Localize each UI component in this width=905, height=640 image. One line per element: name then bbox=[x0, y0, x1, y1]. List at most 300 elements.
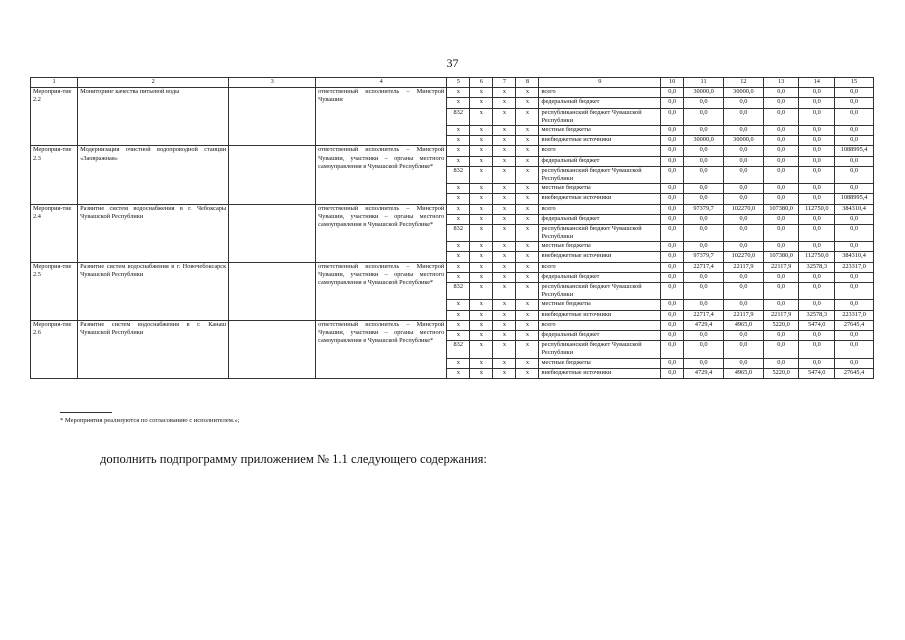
value-cell: 97379,7 bbox=[684, 204, 724, 214]
code-cell: х bbox=[447, 136, 470, 146]
value-cell: 102270,0 bbox=[724, 252, 764, 262]
value-cell: 32578,3 bbox=[799, 310, 835, 320]
value-cell: 0,0 bbox=[799, 125, 835, 135]
value-cell: 0,0 bbox=[799, 108, 835, 125]
value-cell: 0,0 bbox=[763, 214, 799, 224]
code-cell: х bbox=[516, 224, 539, 241]
value-cell: 0,0 bbox=[835, 242, 874, 252]
value-cell: 0,0 bbox=[724, 98, 764, 108]
funding-source: республиканский бюджет Чувашской Республики bbox=[539, 108, 661, 125]
code-cell: х bbox=[470, 136, 493, 146]
header-cell: 5 bbox=[447, 78, 470, 88]
value-cell: 0,0 bbox=[799, 184, 835, 194]
code-cell: х bbox=[447, 310, 470, 320]
value-cell: 0,0 bbox=[835, 156, 874, 166]
value-cell: 0,0 bbox=[661, 358, 684, 368]
value-cell: 102270,0 bbox=[724, 204, 764, 214]
value-cell: 22117,9 bbox=[763, 262, 799, 272]
empty-cell bbox=[229, 262, 316, 320]
code-cell: х bbox=[516, 331, 539, 341]
code-cell: х bbox=[447, 262, 470, 272]
activity-code: Мероприя-тие 2.6 bbox=[31, 320, 78, 378]
table-row bbox=[31, 262, 874, 272]
value-cell: 4729,4 bbox=[684, 368, 724, 378]
value-cell: 0,0 bbox=[724, 283, 764, 300]
code-cell: х bbox=[516, 88, 539, 98]
footnote-separator bbox=[60, 412, 112, 413]
value-cell: 22117,9 bbox=[724, 310, 764, 320]
value-cell: 22717,4 bbox=[684, 262, 724, 272]
code-cell: х bbox=[447, 88, 470, 98]
header-cell: 2 bbox=[78, 78, 229, 88]
value-cell: 0,0 bbox=[724, 166, 764, 183]
activity-code: Мероприя-тие 2.2 bbox=[31, 88, 78, 146]
code-cell: 832 bbox=[447, 224, 470, 241]
funding-source: федеральный бюджет bbox=[539, 156, 661, 166]
value-cell: 0,0 bbox=[661, 262, 684, 272]
value-cell: 0,0 bbox=[661, 368, 684, 378]
code-cell: х bbox=[516, 204, 539, 214]
value-cell: 0,0 bbox=[799, 88, 835, 98]
value-cell: 384310,4 bbox=[835, 252, 874, 262]
value-cell: 1088995,4 bbox=[835, 194, 874, 204]
code-cell: х bbox=[493, 194, 516, 204]
value-cell: 0,0 bbox=[724, 156, 764, 166]
code-cell: х bbox=[447, 98, 470, 108]
value-cell: 0,0 bbox=[835, 272, 874, 282]
funding-source: местные бюджеты bbox=[539, 125, 661, 135]
code-cell: х bbox=[447, 184, 470, 194]
value-cell: 0,0 bbox=[684, 272, 724, 282]
header-cell: 8 bbox=[516, 78, 539, 88]
table-header bbox=[31, 78, 874, 88]
value-cell: 0,0 bbox=[835, 98, 874, 108]
code-cell: х bbox=[493, 224, 516, 241]
value-cell: 112750,0 bbox=[799, 252, 835, 262]
code-cell: х bbox=[470, 214, 493, 224]
value-cell: 0,0 bbox=[763, 194, 799, 204]
funding-source: всего bbox=[539, 146, 661, 156]
code-cell: х bbox=[516, 300, 539, 310]
code-cell: х bbox=[470, 300, 493, 310]
value-cell: 0,0 bbox=[684, 283, 724, 300]
amendment-paragraph: дополнить подпрограмму приложением № 1.1 следующего содержания: bbox=[100, 452, 487, 466]
code-cell: х bbox=[516, 146, 539, 156]
value-cell: 0,0 bbox=[661, 300, 684, 310]
code-cell: х bbox=[516, 125, 539, 135]
value-cell: 0,0 bbox=[684, 146, 724, 156]
activity-name: Развитие систем водоснабжения в г. Новочебоксарск Чувашской Республики bbox=[78, 262, 229, 320]
value-cell: 0,0 bbox=[684, 125, 724, 135]
code-cell: х bbox=[516, 184, 539, 194]
value-cell: 0,0 bbox=[799, 98, 835, 108]
value-cell: 0,0 bbox=[763, 283, 799, 300]
header-cell: 13 bbox=[763, 78, 799, 88]
code-cell: х bbox=[447, 125, 470, 135]
code-cell: х bbox=[493, 88, 516, 98]
value-cell: 0,0 bbox=[799, 341, 835, 358]
empty-cell bbox=[229, 204, 316, 262]
value-cell: 0,0 bbox=[763, 331, 799, 341]
code-cell: х bbox=[493, 252, 516, 262]
value-cell: 0,0 bbox=[724, 242, 764, 252]
empty-cell bbox=[229, 320, 316, 378]
value-cell: 0,0 bbox=[799, 242, 835, 252]
funding-source: внебюджетные источники bbox=[539, 194, 661, 204]
code-cell: х bbox=[447, 368, 470, 378]
code-cell: х bbox=[516, 272, 539, 282]
funding-source: внебюджетные источники bbox=[539, 136, 661, 146]
value-cell: 1088995,4 bbox=[835, 146, 874, 156]
executor: ответственный исполнитель – Минстрой Чувашии, участники – органы местного самоуправления в Чувашской Республике* bbox=[316, 262, 447, 320]
value-cell: 0,0 bbox=[835, 108, 874, 125]
funding-source: федеральный бюджет bbox=[539, 331, 661, 341]
header-cell: 12 bbox=[724, 78, 764, 88]
code-cell: х bbox=[493, 156, 516, 166]
value-cell: 223317,0 bbox=[835, 310, 874, 320]
value-cell: 0,0 bbox=[799, 272, 835, 282]
empty-cell bbox=[229, 146, 316, 204]
value-cell: 0,0 bbox=[661, 184, 684, 194]
code-cell: х bbox=[470, 358, 493, 368]
value-cell: 0,0 bbox=[763, 108, 799, 125]
value-cell: 0,0 bbox=[661, 98, 684, 108]
value-cell: 27645,4 bbox=[835, 368, 874, 378]
code-cell: х bbox=[493, 108, 516, 125]
footnote: * Мероприятия реализуются по согласованию с исполнителем.»; bbox=[60, 417, 240, 424]
value-cell: 0,0 bbox=[684, 242, 724, 252]
code-cell: х bbox=[447, 300, 470, 310]
code-cell: х bbox=[470, 184, 493, 194]
value-cell: 0,0 bbox=[799, 214, 835, 224]
header-cell: 1 bbox=[31, 78, 78, 88]
value-cell: 30000,0 bbox=[684, 88, 724, 98]
value-cell: 0,0 bbox=[835, 331, 874, 341]
code-cell: х bbox=[516, 156, 539, 166]
code-cell: х bbox=[470, 310, 493, 320]
code-cell: х bbox=[493, 125, 516, 135]
code-cell: х bbox=[470, 146, 493, 156]
value-cell: 0,0 bbox=[724, 300, 764, 310]
value-cell: 0,0 bbox=[724, 214, 764, 224]
executor: ответственный исполнитель – Минстрой Чувашии bbox=[316, 88, 447, 146]
code-cell: х bbox=[493, 166, 516, 183]
activity-name: Развитие систем водоснабжения в г. Чебоксары Чувашской Республики bbox=[78, 204, 229, 262]
value-cell: 0,0 bbox=[724, 272, 764, 282]
value-cell: 0,0 bbox=[799, 166, 835, 183]
value-cell: 5474,0 bbox=[799, 320, 835, 330]
code-cell: х bbox=[493, 242, 516, 252]
table-row bbox=[31, 320, 874, 330]
code-cell: х bbox=[516, 341, 539, 358]
value-cell: 0,0 bbox=[661, 320, 684, 330]
value-cell: 0,0 bbox=[763, 156, 799, 166]
code-cell: х bbox=[493, 204, 516, 214]
value-cell: 0,0 bbox=[724, 108, 764, 125]
value-cell: 30000,0 bbox=[724, 136, 764, 146]
value-cell: 97379,7 bbox=[684, 252, 724, 262]
code-cell: х bbox=[447, 331, 470, 341]
code-cell: х bbox=[493, 262, 516, 272]
code-cell: х bbox=[447, 204, 470, 214]
value-cell: 0,0 bbox=[799, 194, 835, 204]
code-cell: х bbox=[493, 331, 516, 341]
code-cell: х bbox=[493, 341, 516, 358]
value-cell: 4965,0 bbox=[724, 320, 764, 330]
value-cell: 0,0 bbox=[763, 125, 799, 135]
value-cell: 0,0 bbox=[835, 300, 874, 310]
code-cell: х bbox=[470, 125, 493, 135]
value-cell: 0,0 bbox=[684, 156, 724, 166]
value-cell: 0,0 bbox=[724, 184, 764, 194]
code-cell: х bbox=[516, 242, 539, 252]
value-cell: 0,0 bbox=[763, 184, 799, 194]
code-cell: х bbox=[516, 310, 539, 320]
code-cell: х bbox=[516, 252, 539, 262]
funding-source: всего bbox=[539, 204, 661, 214]
value-cell: 0,0 bbox=[724, 331, 764, 341]
value-cell: 0,0 bbox=[835, 341, 874, 358]
empty-cell bbox=[229, 88, 316, 146]
funding-source: внебюджетные источники bbox=[539, 368, 661, 378]
value-cell: 0,0 bbox=[661, 204, 684, 214]
value-cell: 112750,0 bbox=[799, 204, 835, 214]
value-cell: 0,0 bbox=[724, 146, 764, 156]
value-cell: 0,0 bbox=[684, 108, 724, 125]
code-cell: х bbox=[470, 166, 493, 183]
code-cell: х bbox=[493, 300, 516, 310]
code-cell: х bbox=[470, 272, 493, 282]
code-cell: х bbox=[470, 98, 493, 108]
value-cell: 0,0 bbox=[661, 341, 684, 358]
funding-source: местные бюджеты bbox=[539, 184, 661, 194]
funding-source: местные бюджеты bbox=[539, 300, 661, 310]
value-cell: 0,0 bbox=[724, 358, 764, 368]
value-cell: 0,0 bbox=[724, 224, 764, 241]
code-cell: х bbox=[493, 272, 516, 282]
value-cell: 32578,3 bbox=[799, 262, 835, 272]
value-cell: 0,0 bbox=[684, 358, 724, 368]
table-body bbox=[31, 88, 874, 379]
executor: ответственный исполнитель – Минстрой Чувашии, участники – органы местного самоуправления в Чувашской Республике* bbox=[316, 204, 447, 262]
value-cell: 0,0 bbox=[763, 358, 799, 368]
code-cell: х bbox=[470, 341, 493, 358]
code-cell: х bbox=[493, 184, 516, 194]
code-cell: х bbox=[470, 88, 493, 98]
code-cell: х bbox=[516, 262, 539, 272]
value-cell: 0,0 bbox=[835, 283, 874, 300]
value-cell: 0,0 bbox=[763, 341, 799, 358]
code-cell: х bbox=[516, 166, 539, 183]
value-cell: 0,0 bbox=[661, 214, 684, 224]
code-cell: х bbox=[516, 136, 539, 146]
header-cell: 6 bbox=[470, 78, 493, 88]
code-cell: х bbox=[470, 331, 493, 341]
value-cell: 0,0 bbox=[835, 214, 874, 224]
value-cell: 0,0 bbox=[661, 125, 684, 135]
funding-source: федеральный бюджет bbox=[539, 272, 661, 282]
value-cell: 5220,0 bbox=[763, 368, 799, 378]
executor: ответственный исполнитель – Минстрой Чувашии, участники – органы местного самоуправления в Чувашской Республике* bbox=[316, 146, 447, 204]
value-cell: 384310,4 bbox=[835, 204, 874, 214]
code-cell: х bbox=[493, 136, 516, 146]
code-cell: 832 bbox=[447, 108, 470, 125]
value-cell: 0,0 bbox=[684, 300, 724, 310]
code-cell: х bbox=[447, 320, 470, 330]
value-cell: 22717,4 bbox=[684, 310, 724, 320]
value-cell: 0,0 bbox=[724, 194, 764, 204]
program-table bbox=[30, 77, 874, 379]
funding-source: внебюджетные источники bbox=[539, 252, 661, 262]
value-cell: 0,0 bbox=[835, 125, 874, 135]
value-cell: 4965,0 bbox=[724, 368, 764, 378]
code-cell: х bbox=[516, 368, 539, 378]
value-cell: 0,0 bbox=[661, 88, 684, 98]
code-cell: х bbox=[493, 310, 516, 320]
value-cell: 22117,9 bbox=[724, 262, 764, 272]
funding-source: всего bbox=[539, 320, 661, 330]
activity-code: Мероприя-тие 2.4 bbox=[31, 204, 78, 262]
activity-code: Мероприя-тие 2.3 bbox=[31, 146, 78, 204]
code-cell: х bbox=[447, 156, 470, 166]
code-cell: х bbox=[493, 320, 516, 330]
value-cell: 0,0 bbox=[724, 125, 764, 135]
funding-source: республиканский бюджет Чувашской Республики bbox=[539, 283, 661, 300]
value-cell: 0,0 bbox=[661, 108, 684, 125]
code-cell: х bbox=[493, 283, 516, 300]
funding-source: республиканский бюджет Чувашской Республики bbox=[539, 224, 661, 241]
value-cell: 0,0 bbox=[835, 166, 874, 183]
value-cell: 0,0 bbox=[661, 194, 684, 204]
code-cell: х bbox=[447, 252, 470, 262]
code-cell: х bbox=[447, 194, 470, 204]
value-cell: 0,0 bbox=[763, 272, 799, 282]
table-row bbox=[31, 88, 874, 98]
value-cell: 0,0 bbox=[763, 136, 799, 146]
activity-name: Развитие систем водоснабжения в г. Канаш Чувашской Республики bbox=[78, 320, 229, 378]
code-cell: х bbox=[470, 204, 493, 214]
header-cell: 9 bbox=[539, 78, 661, 88]
value-cell: 0,0 bbox=[661, 136, 684, 146]
value-cell: 27645,4 bbox=[835, 320, 874, 330]
code-cell: х bbox=[516, 108, 539, 125]
code-cell: х bbox=[493, 98, 516, 108]
code-cell: х bbox=[470, 368, 493, 378]
funding-source: местные бюджеты bbox=[539, 358, 661, 368]
value-cell: 0,0 bbox=[724, 341, 764, 358]
value-cell: 0,0 bbox=[799, 156, 835, 166]
value-cell: 0,0 bbox=[661, 272, 684, 282]
value-cell: 5220,0 bbox=[763, 320, 799, 330]
value-cell: 0,0 bbox=[835, 358, 874, 368]
table-row bbox=[31, 146, 874, 156]
code-cell: х bbox=[516, 194, 539, 204]
code-cell: х bbox=[470, 320, 493, 330]
code-cell: 832 bbox=[447, 341, 470, 358]
header-cell: 10 bbox=[661, 78, 684, 88]
value-cell: 0,0 bbox=[763, 98, 799, 108]
code-cell: х bbox=[516, 98, 539, 108]
value-cell: 0,0 bbox=[661, 156, 684, 166]
value-cell: 4729,4 bbox=[684, 320, 724, 330]
value-cell: 0,0 bbox=[684, 98, 724, 108]
value-cell: 0,0 bbox=[684, 224, 724, 241]
value-cell: 5474,0 bbox=[799, 368, 835, 378]
value-cell: 0,0 bbox=[661, 310, 684, 320]
header-cell: 14 bbox=[799, 78, 835, 88]
code-cell: х bbox=[493, 368, 516, 378]
value-cell: 0,0 bbox=[684, 331, 724, 341]
value-cell: 0,0 bbox=[661, 331, 684, 341]
code-cell: х bbox=[447, 146, 470, 156]
code-cell: х bbox=[470, 224, 493, 241]
value-cell: 30000,0 bbox=[684, 136, 724, 146]
value-cell: 0,0 bbox=[763, 242, 799, 252]
code-cell: х bbox=[447, 242, 470, 252]
code-cell: х bbox=[516, 320, 539, 330]
value-cell: 0,0 bbox=[835, 184, 874, 194]
activity-name: Мониторинг качества питьевой воды bbox=[78, 88, 229, 146]
value-cell: 107380,0 bbox=[763, 252, 799, 262]
value-cell: 107380,0 bbox=[763, 204, 799, 214]
value-cell: 0,0 bbox=[799, 300, 835, 310]
activity-code: Мероприя-тие 2.5 bbox=[31, 262, 78, 320]
funding-source: внебюджетные источники bbox=[539, 310, 661, 320]
header-cell: 3 bbox=[229, 78, 316, 88]
executor: ответственный исполнитель – Минстрой Чувашии, участники – органы местного самоуправления в Чувашской Республике* bbox=[316, 320, 447, 378]
code-cell: х bbox=[470, 108, 493, 125]
value-cell: 0,0 bbox=[684, 166, 724, 183]
code-cell: 832 bbox=[447, 166, 470, 183]
value-cell: 30000,0 bbox=[724, 88, 764, 98]
code-cell: х bbox=[447, 214, 470, 224]
value-cell: 0,0 bbox=[763, 88, 799, 98]
value-cell: 0,0 bbox=[763, 146, 799, 156]
code-cell: х bbox=[470, 242, 493, 252]
value-cell: 0,0 bbox=[684, 194, 724, 204]
code-cell: х bbox=[470, 252, 493, 262]
table-row bbox=[31, 204, 874, 214]
value-cell: 0,0 bbox=[799, 283, 835, 300]
code-cell: х bbox=[516, 214, 539, 224]
header-cell: 7 bbox=[493, 78, 516, 88]
code-cell: х bbox=[493, 214, 516, 224]
value-cell: 0,0 bbox=[763, 300, 799, 310]
value-cell: 0,0 bbox=[661, 146, 684, 156]
value-cell: 0,0 bbox=[763, 224, 799, 241]
code-cell: х bbox=[470, 194, 493, 204]
funding-source: всего bbox=[539, 88, 661, 98]
code-cell: 832 bbox=[447, 283, 470, 300]
page-number: 37 bbox=[446, 56, 459, 70]
value-cell: 0,0 bbox=[799, 146, 835, 156]
value-cell: 0,0 bbox=[684, 341, 724, 358]
code-cell: х bbox=[470, 156, 493, 166]
code-cell: х bbox=[447, 272, 470, 282]
header-cell: 15 bbox=[835, 78, 874, 88]
value-cell: 0,0 bbox=[835, 88, 874, 98]
funding-source: республиканский бюджет Чувашской Республики bbox=[539, 166, 661, 183]
value-cell: 0,0 bbox=[661, 283, 684, 300]
value-cell: 223317,0 bbox=[835, 262, 874, 272]
value-cell: 0,0 bbox=[661, 166, 684, 183]
header-cell: 4 bbox=[316, 78, 447, 88]
funding-source: федеральный бюджет bbox=[539, 214, 661, 224]
header-cell: 11 bbox=[684, 78, 724, 88]
code-cell: х bbox=[493, 146, 516, 156]
value-cell: 0,0 bbox=[835, 136, 874, 146]
value-cell: 0,0 bbox=[799, 358, 835, 368]
